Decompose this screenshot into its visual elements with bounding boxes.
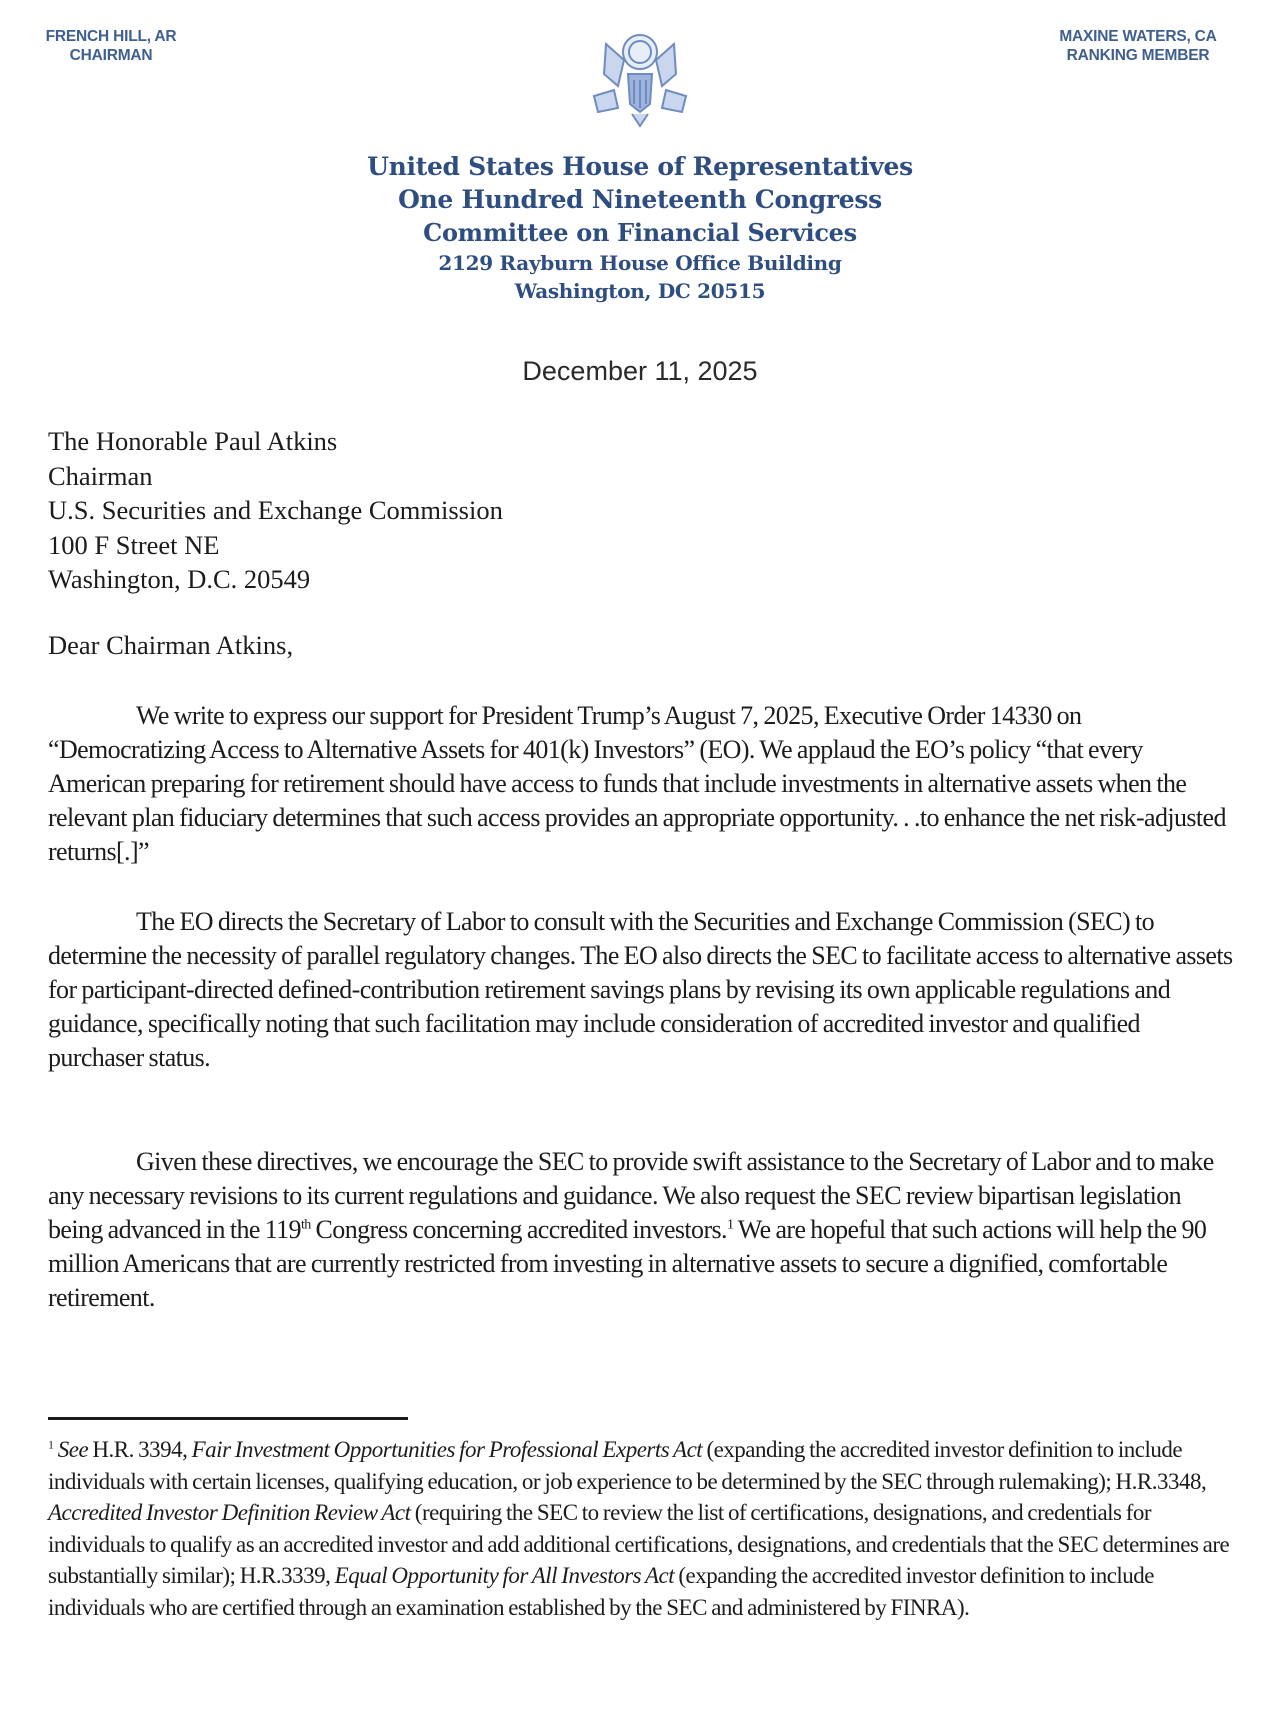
body-paragraph-3 [48, 1145, 1238, 1315]
letter-date: December 11, 2025 [522, 356, 758, 386]
recipient-title: Chairman [48, 460, 153, 491]
body-paragraph-1-text: We write to express our support for President Trump’s August 7, 2025, Executive Order 14330 on “Democratizing Access to Alternative Assets for 401(k) Investors” (EO). We applaud the EO’s policy “that every American preparing for retirement should have access to funds that include investments in alternative assets when the relevant plan fiduciary determines that such access provides an appropriate opportunity. . .to enhance the net risk-adjusted returns[.]” [48, 701, 1226, 866]
recipient-organization: U.S. Securities and Exchange Commission [48, 495, 503, 525]
body-paragraph-1 [48, 699, 1238, 869]
chairman-name: FRENCH HILL, AR [45, 28, 177, 45]
body-paragraph-3-text-b: Congress concerning accredited investors. [310, 1215, 727, 1244]
footnote-act-2: Accredited Investor Definition Review Act [48, 1500, 411, 1525]
recipient-street: 100 F Street NE [48, 529, 220, 560]
footnote-marker: 1 [48, 1437, 54, 1452]
recipient-address [48, 424, 503, 597]
ranking-member-role: RANKING MEMBER [1066, 47, 1210, 64]
body-paragraph-3-text-c: We are hopeful that such actions will help the 90 million Americans that are currently restricted from investing in alternative assets to secure a dignified, comfortable retirement. [48, 1215, 1207, 1312]
ranking-member-name: MAXINE WATERS, CA [1059, 28, 1217, 45]
letterhead-city: Washington, DC 20515 [514, 279, 766, 303]
letterhead [340, 150, 940, 305]
body-paragraph-2-text: The EO directs the Secretary of Labor to consult with the Securities and Exchange Commission (SEC) to determine the necessity of parallel regulatory changes. The EO also directs the SEC to facilitate access to alternative assets for participant-directed defined-contribution retirement savings plans by revising its own applicable regulations and guidance, specifically noting that such facilitation may include consideration of accredited investor and qualified purchaser status. [48, 907, 1233, 1072]
footnote-text-3: (requiring the SEC to review the list of certifications, designations, and credentials for individuals to qualify as an accredited investor and add additional certifications, designations, and credentials that the SEC determines are substantially similar); H.R.3339, [48, 1500, 1230, 1588]
footnote-text-4: (expanding the accredited investor definition to include individuals who are certified through an examination established by the SEC and administered by FINRA). [48, 1563, 1155, 1620]
footnote-text-1: H.R. 3394, [88, 1437, 192, 1462]
ranking-member-heading [1038, 27, 1238, 65]
footnote-see: See [57, 1437, 89, 1462]
footnote-reference: 1 [726, 1217, 734, 1233]
letterhead-congress: One Hundred Nineteenth Congress [398, 185, 882, 214]
letterhead-house: United States House of Representatives [367, 152, 913, 181]
us-great-seal-icon [584, 30, 696, 130]
footnote-act-3: Equal Opportunity for All Investors Act [334, 1563, 675, 1588]
recipient-name: The Honorable Paul Atkins [48, 426, 338, 456]
footnote-divider [48, 1417, 408, 1420]
body-paragraph-2 [48, 905, 1238, 1075]
footnote-text-2: (expanding the accredited investor definition to include individuals with certain licenses, qualifying education, or job experience to be determined by the SEC through rulemaking); H.R.3348, [48, 1437, 1207, 1494]
ordinal-suffix: th [300, 1217, 311, 1233]
salutation: Dear Chairman Atkins, [48, 630, 294, 660]
footnote-1 [48, 1434, 1248, 1623]
letterhead-building: 2129 Rayburn House Office Building [438, 251, 842, 275]
body-paragraph-3-text-a: Given these directives, we encourage the SEC to provide swift assistance to the Secretary of Labor and to make any necessary revisions to its current regulations and guidance. We also request the SEC review bipartisan legislation being advanced in the 119 [48, 1147, 1214, 1244]
letterhead-committee: Committee on Financial Services [423, 218, 857, 247]
recipient-city: Washington, D.C. 20549 [48, 564, 311, 594]
footnote-act-1: Fair Investment Opportunities for Professional Experts Act [191, 1437, 703, 1462]
chairman-role: CHAIRMAN [69, 47, 153, 64]
chairman-heading [36, 27, 186, 65]
